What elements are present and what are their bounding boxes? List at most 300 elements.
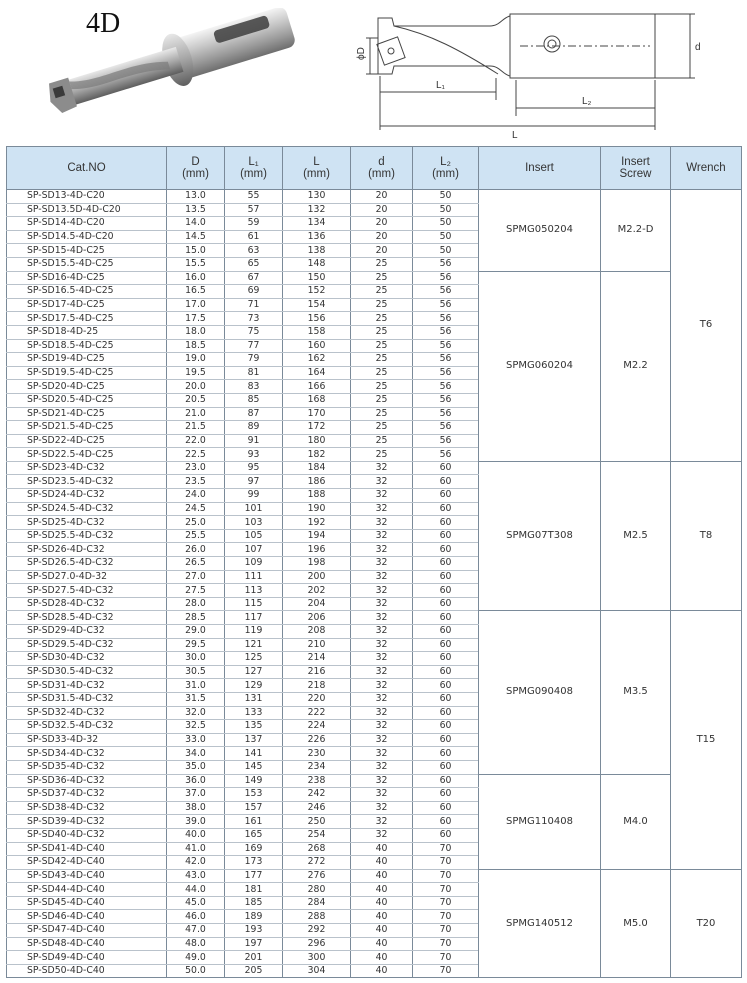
- cell-l1: 63: [225, 244, 283, 258]
- cell-l2: 50: [413, 203, 479, 217]
- cell-cat-no: SP-SD27.5-4D-C32: [7, 584, 167, 598]
- cell-shank-d: 25: [351, 312, 413, 326]
- cell-l2: 60: [413, 502, 479, 516]
- col-d-label: D: [191, 156, 200, 168]
- cell-cat-no: SP-SD29-4D-C32: [7, 625, 167, 639]
- cell-l: 196: [283, 543, 351, 557]
- cell-d: 17.5: [167, 312, 225, 326]
- cell-shank-d: 32: [351, 489, 413, 503]
- cell-d: 18.5: [167, 339, 225, 353]
- cell-d: 30.5: [167, 665, 225, 679]
- cell-shank-d: 32: [351, 475, 413, 489]
- cell-shank-d: 32: [351, 502, 413, 516]
- cell-cat-no: SP-SD18-4D-25: [7, 325, 167, 339]
- cell-l: 172: [283, 421, 351, 435]
- cell-shank-d: 40: [351, 937, 413, 951]
- cell-l1: 125: [225, 652, 283, 666]
- cell-cat-no: SP-SD26-4D-C32: [7, 543, 167, 557]
- cell-l: 246: [283, 801, 351, 815]
- cell-wrench: T8: [671, 461, 742, 611]
- dimension-drawing: [350, 4, 745, 144]
- cell-l: 254: [283, 828, 351, 842]
- col-d: [167, 147, 225, 190]
- cell-l2: 70: [413, 910, 479, 924]
- cell-l: 210: [283, 638, 351, 652]
- cell-shank-d: 32: [351, 679, 413, 693]
- cell-cat-no: SP-SD34-4D-C32: [7, 747, 167, 761]
- cell-cat-no: SP-SD16.5-4D-C25: [7, 285, 167, 299]
- cell-l2: 70: [413, 869, 479, 883]
- cell-l: 226: [283, 733, 351, 747]
- cell-insert-screw: M4.0: [601, 774, 671, 869]
- cell-l1: 107: [225, 543, 283, 557]
- cell-l2: 60: [413, 529, 479, 543]
- col-l-unit: (mm): [303, 168, 330, 180]
- cell-d: 34.0: [167, 747, 225, 761]
- cell-d: 28.5: [167, 611, 225, 625]
- cell-shank-d: 40: [351, 951, 413, 965]
- cell-l1: 61: [225, 230, 283, 244]
- cell-shank-d: 40: [351, 924, 413, 938]
- cell-l1: 177: [225, 869, 283, 883]
- cell-l: 288: [283, 910, 351, 924]
- cell-l2: 56: [413, 434, 479, 448]
- cell-l: 292: [283, 924, 351, 938]
- cell-l2: 56: [413, 366, 479, 380]
- cell-l2: 56: [413, 448, 479, 462]
- cell-insert-screw: M2.2-D: [601, 190, 671, 272]
- cell-insert-screw: M2.2: [601, 271, 671, 461]
- cell-cat-no: SP-SD44-4D-C40: [7, 883, 167, 897]
- cell-cat-no: SP-SD30.5-4D-C32: [7, 665, 167, 679]
- cell-l1: 101: [225, 502, 283, 516]
- cell-cat-no: SP-SD24-4D-C32: [7, 489, 167, 503]
- cell-cat-no: SP-SD48-4D-C40: [7, 937, 167, 951]
- cell-l: 214: [283, 652, 351, 666]
- cell-cat-no: SP-SD25.5-4D-C32: [7, 529, 167, 543]
- col-shank-d: [351, 147, 413, 190]
- cell-shank-d: 25: [351, 353, 413, 367]
- cell-cat-no: SP-SD36-4D-C32: [7, 774, 167, 788]
- cell-l: 218: [283, 679, 351, 693]
- cell-l1: 95: [225, 461, 283, 475]
- cell-l1: 69: [225, 285, 283, 299]
- cell-l: 284: [283, 896, 351, 910]
- cell-l2: 60: [413, 611, 479, 625]
- cell-l1: 205: [225, 964, 283, 978]
- cell-l2: 60: [413, 475, 479, 489]
- cell-l: 180: [283, 434, 351, 448]
- cell-insert: SPMG07T308: [479, 461, 601, 611]
- cell-d: 42.0: [167, 856, 225, 870]
- cell-shank-d: 32: [351, 557, 413, 571]
- phi-d-label: ϕD: [356, 47, 367, 60]
- cell-cat-no: SP-SD27.0-4D-32: [7, 570, 167, 584]
- cell-l: 160: [283, 339, 351, 353]
- cell-d: 22.5: [167, 448, 225, 462]
- cell-l1: 131: [225, 692, 283, 706]
- cell-l2: 60: [413, 652, 479, 666]
- cell-shank-d: 25: [351, 339, 413, 353]
- cell-l1: 75: [225, 325, 283, 339]
- table-row: [7, 271, 742, 285]
- l-label: L: [512, 130, 518, 141]
- cell-l2: 60: [413, 625, 479, 639]
- cell-l1: 161: [225, 815, 283, 829]
- cell-d: 44.0: [167, 883, 225, 897]
- cell-l1: 57: [225, 203, 283, 217]
- cell-cat-no: SP-SD46-4D-C40: [7, 910, 167, 924]
- cell-cat-no: SP-SD38-4D-C32: [7, 801, 167, 815]
- d-label: d: [695, 42, 701, 53]
- cell-shank-d: 32: [351, 652, 413, 666]
- cell-cat-no: SP-SD37-4D-C32: [7, 788, 167, 802]
- cell-shank-d: 32: [351, 611, 413, 625]
- cell-shank-d: 25: [351, 407, 413, 421]
- cell-cat-no: SP-SD24.5-4D-C32: [7, 502, 167, 516]
- cell-d: 43.0: [167, 869, 225, 883]
- cell-l2: 70: [413, 842, 479, 856]
- cell-l: 168: [283, 393, 351, 407]
- cell-l1: 197: [225, 937, 283, 951]
- cell-l2: 60: [413, 706, 479, 720]
- cell-d: 16.0: [167, 271, 225, 285]
- cell-cat-no: SP-SD23.5-4D-C32: [7, 475, 167, 489]
- cell-d: 25.5: [167, 529, 225, 543]
- cell-shank-d: 25: [351, 298, 413, 312]
- table-row: [7, 461, 742, 475]
- cell-shank-d: 32: [351, 638, 413, 652]
- cell-d: 35.0: [167, 760, 225, 774]
- cell-l2: 56: [413, 298, 479, 312]
- cell-insert-screw: M5.0: [601, 869, 671, 978]
- cell-l1: 79: [225, 353, 283, 367]
- cell-d: 50.0: [167, 964, 225, 978]
- cell-l: 130: [283, 190, 351, 204]
- cell-l2: 56: [413, 393, 479, 407]
- cell-l1: 173: [225, 856, 283, 870]
- cell-d: 36.0: [167, 774, 225, 788]
- cell-l1: 185: [225, 896, 283, 910]
- cell-shank-d: 32: [351, 584, 413, 598]
- cell-d: 27.0: [167, 570, 225, 584]
- cell-l: 204: [283, 597, 351, 611]
- cell-l1: 89: [225, 421, 283, 435]
- cell-l1: 97: [225, 475, 283, 489]
- cell-d: 33.0: [167, 733, 225, 747]
- cell-l1: 189: [225, 910, 283, 924]
- cell-cat-no: SP-SD21.5-4D-C25: [7, 421, 167, 435]
- cell-l1: 201: [225, 951, 283, 965]
- cell-cat-no: SP-SD31-4D-C32: [7, 679, 167, 693]
- cell-l: 136: [283, 230, 351, 244]
- cell-d: 21.0: [167, 407, 225, 421]
- cell-d: 32.5: [167, 720, 225, 734]
- cell-d: 14.0: [167, 217, 225, 231]
- cell-l2: 70: [413, 883, 479, 897]
- cell-l: 154: [283, 298, 351, 312]
- cell-shank-d: 32: [351, 828, 413, 842]
- col-screw-label-2: Screw: [619, 168, 652, 180]
- cell-l1: 77: [225, 339, 283, 353]
- cell-l1: 141: [225, 747, 283, 761]
- cell-d: 40.0: [167, 828, 225, 842]
- cell-l: 272: [283, 856, 351, 870]
- cell-cat-no: SP-SD35-4D-C32: [7, 760, 167, 774]
- cell-l2: 60: [413, 516, 479, 530]
- cell-d: 31.0: [167, 679, 225, 693]
- cell-l: 250: [283, 815, 351, 829]
- l1-label: L₁: [436, 80, 445, 91]
- cell-shank-d: 25: [351, 366, 413, 380]
- cell-l: 206: [283, 611, 351, 625]
- cell-cat-no: SP-SD30-4D-C32: [7, 652, 167, 666]
- cell-shank-d: 20: [351, 217, 413, 231]
- cell-l1: 59: [225, 217, 283, 231]
- cell-l: 152: [283, 285, 351, 299]
- cell-d: 28.0: [167, 597, 225, 611]
- cell-l2: 56: [413, 339, 479, 353]
- cell-d: 41.0: [167, 842, 225, 856]
- cell-l2: 70: [413, 896, 479, 910]
- cell-l1: 157: [225, 801, 283, 815]
- cell-shank-d: 25: [351, 271, 413, 285]
- cell-cat-no: SP-SD14-4D-C20: [7, 217, 167, 231]
- col-l-label: L: [313, 156, 320, 168]
- col-insert-screw: [601, 147, 671, 190]
- cell-l1: 111: [225, 570, 283, 584]
- cell-l2: 50: [413, 190, 479, 204]
- cell-shank-d: 20: [351, 244, 413, 258]
- cell-shank-d: 32: [351, 747, 413, 761]
- cell-l2: 56: [413, 285, 479, 299]
- cell-l: 202: [283, 584, 351, 598]
- cell-shank-d: 32: [351, 461, 413, 475]
- cell-cat-no: SP-SD47-4D-C40: [7, 924, 167, 938]
- cell-d: 27.5: [167, 584, 225, 598]
- cell-l: 156: [283, 312, 351, 326]
- cell-l1: 67: [225, 271, 283, 285]
- cell-d: 25.0: [167, 516, 225, 530]
- cell-cat-no: SP-SD15-4D-C25: [7, 244, 167, 258]
- cell-l: 134: [283, 217, 351, 231]
- cell-l2: 50: [413, 217, 479, 231]
- cell-shank-d: 40: [351, 910, 413, 924]
- cell-l2: 60: [413, 788, 479, 802]
- cell-l1: 109: [225, 557, 283, 571]
- cell-l1: 65: [225, 257, 283, 271]
- cell-l1: 87: [225, 407, 283, 421]
- cell-cat-no: SP-SD18.5-4D-C25: [7, 339, 167, 353]
- cell-d: 24.5: [167, 502, 225, 516]
- cell-l: 188: [283, 489, 351, 503]
- cell-l1: 153: [225, 788, 283, 802]
- cell-l: 162: [283, 353, 351, 367]
- cell-cat-no: SP-SD19-4D-C25: [7, 353, 167, 367]
- cell-l2: 56: [413, 380, 479, 394]
- cell-l2: 60: [413, 692, 479, 706]
- cell-l2: 60: [413, 597, 479, 611]
- cell-l2: 60: [413, 461, 479, 475]
- cell-l1: 135: [225, 720, 283, 734]
- cell-shank-d: 25: [351, 285, 413, 299]
- cell-cat-no: SP-SD45-4D-C40: [7, 896, 167, 910]
- cell-d: 19.0: [167, 353, 225, 367]
- cell-d: 16.5: [167, 285, 225, 299]
- cell-d: 23.0: [167, 461, 225, 475]
- cell-l: 296: [283, 937, 351, 951]
- cell-l1: 103: [225, 516, 283, 530]
- cell-l: 184: [283, 461, 351, 475]
- cell-l1: 85: [225, 393, 283, 407]
- cell-l1: 113: [225, 584, 283, 598]
- cell-shank-d: 25: [351, 421, 413, 435]
- cell-l1: 165: [225, 828, 283, 842]
- cell-l: 238: [283, 774, 351, 788]
- cell-cat-no: SP-SD20-4D-C25: [7, 380, 167, 394]
- cell-l1: 129: [225, 679, 283, 693]
- cell-cat-no: SP-SD15.5-4D-C25: [7, 257, 167, 271]
- cell-cat-no: SP-SD17.5-4D-C25: [7, 312, 167, 326]
- cell-l2: 60: [413, 720, 479, 734]
- cell-shank-d: 20: [351, 203, 413, 217]
- cell-l: 208: [283, 625, 351, 639]
- cell-l2: 60: [413, 828, 479, 842]
- cell-d: 20.0: [167, 380, 225, 394]
- cell-l2: 70: [413, 924, 479, 938]
- cell-wrench: T6: [671, 190, 742, 462]
- cell-d: 32.0: [167, 706, 225, 720]
- cell-l2: 60: [413, 665, 479, 679]
- cell-d: 15.5: [167, 257, 225, 271]
- cell-l2: 56: [413, 421, 479, 435]
- cell-d: 29.5: [167, 638, 225, 652]
- cell-d: 22.0: [167, 434, 225, 448]
- cell-l1: 55: [225, 190, 283, 204]
- col-l2: [413, 147, 479, 190]
- cell-shank-d: 32: [351, 801, 413, 815]
- cell-cat-no: SP-SD41-4D-C40: [7, 842, 167, 856]
- cell-d: 30.0: [167, 652, 225, 666]
- col-l1: [225, 147, 283, 190]
- cell-l2: 60: [413, 584, 479, 598]
- cell-l1: 121: [225, 638, 283, 652]
- cell-shank-d: 32: [351, 760, 413, 774]
- cell-shank-d: 40: [351, 883, 413, 897]
- col-insert: Insert: [479, 147, 601, 190]
- cell-l: 200: [283, 570, 351, 584]
- cell-shank-d: 25: [351, 257, 413, 271]
- cell-d: 29.0: [167, 625, 225, 639]
- cell-insert-screw: M2.5: [601, 461, 671, 611]
- cell-l: 170: [283, 407, 351, 421]
- cell-l2: 60: [413, 815, 479, 829]
- col-d-unit: (mm): [182, 168, 209, 180]
- cell-l: 148: [283, 257, 351, 271]
- cell-l2: 60: [413, 570, 479, 584]
- cell-d: 18.0: [167, 325, 225, 339]
- cell-l1: 71: [225, 298, 283, 312]
- cell-d: 45.0: [167, 896, 225, 910]
- cell-d: 13.0: [167, 190, 225, 204]
- cell-l: 194: [283, 529, 351, 543]
- cell-l1: 81: [225, 366, 283, 380]
- cell-shank-d: 32: [351, 815, 413, 829]
- model-title: 4D: [86, 8, 121, 39]
- cell-shank-d: 32: [351, 788, 413, 802]
- cell-insert: SPMG060204: [479, 271, 601, 461]
- cell-l: 192: [283, 516, 351, 530]
- cell-l: 164: [283, 366, 351, 380]
- col-l2-unit: (mm): [432, 168, 459, 180]
- cell-l: 198: [283, 557, 351, 571]
- cell-cat-no: SP-SD13.5D-4D-C20: [7, 203, 167, 217]
- cell-l2: 60: [413, 733, 479, 747]
- cell-l: 242: [283, 788, 351, 802]
- cell-d: 19.5: [167, 366, 225, 380]
- cell-l: 280: [283, 883, 351, 897]
- cell-cat-no: SP-SD25-4D-C32: [7, 516, 167, 530]
- cell-cat-no: SP-SD16-4D-C25: [7, 271, 167, 285]
- cell-shank-d: 32: [351, 570, 413, 584]
- cell-l: 216: [283, 665, 351, 679]
- cell-l2: 60: [413, 543, 479, 557]
- cell-cat-no: SP-SD23-4D-C32: [7, 461, 167, 475]
- cell-l1: 117: [225, 611, 283, 625]
- drill-photo: [40, 8, 310, 126]
- col-l1-unit: (mm): [240, 168, 267, 180]
- table-header-row: [7, 147, 742, 190]
- cell-cat-no: SP-SD49-4D-C40: [7, 951, 167, 965]
- cell-d: 31.5: [167, 692, 225, 706]
- cell-l2: 50: [413, 230, 479, 244]
- cell-d: 23.5: [167, 475, 225, 489]
- cell-l: 186: [283, 475, 351, 489]
- cell-shank-d: 32: [351, 543, 413, 557]
- cell-cat-no: SP-SD13-4D-C20: [7, 190, 167, 204]
- cell-wrench: T15: [671, 611, 742, 869]
- cell-cat-no: SP-SD31.5-4D-C32: [7, 692, 167, 706]
- cell-shank-d: 32: [351, 706, 413, 720]
- col-screw-label-1: Insert: [621, 156, 650, 168]
- table-row: [7, 611, 742, 625]
- table-body: [7, 190, 742, 978]
- cell-l1: 115: [225, 597, 283, 611]
- cell-d: 13.5: [167, 203, 225, 217]
- cell-l: 234: [283, 760, 351, 774]
- col-shank-d-label: d: [378, 156, 385, 168]
- cell-l: 138: [283, 244, 351, 258]
- cell-l2: 50: [413, 244, 479, 258]
- cell-d: 47.0: [167, 924, 225, 938]
- cell-l2: 60: [413, 638, 479, 652]
- cell-l: 300: [283, 951, 351, 965]
- cell-d: 21.5: [167, 421, 225, 435]
- cell-insert: SPMG090408: [479, 611, 601, 774]
- cell-cat-no: SP-SD32-4D-C32: [7, 706, 167, 720]
- cell-l2: 70: [413, 937, 479, 951]
- cell-cat-no: SP-SD22.5-4D-C25: [7, 448, 167, 462]
- cell-shank-d: 25: [351, 393, 413, 407]
- cell-shank-d: 40: [351, 896, 413, 910]
- specification-table: [6, 146, 742, 978]
- cell-cat-no: SP-SD19.5-4D-C25: [7, 366, 167, 380]
- cell-l2: 70: [413, 964, 479, 978]
- cell-cat-no: SP-SD17-4D-C25: [7, 298, 167, 312]
- cell-d: 38.0: [167, 801, 225, 815]
- cell-cat-no: SP-SD22-4D-C25: [7, 434, 167, 448]
- cell-l: 220: [283, 692, 351, 706]
